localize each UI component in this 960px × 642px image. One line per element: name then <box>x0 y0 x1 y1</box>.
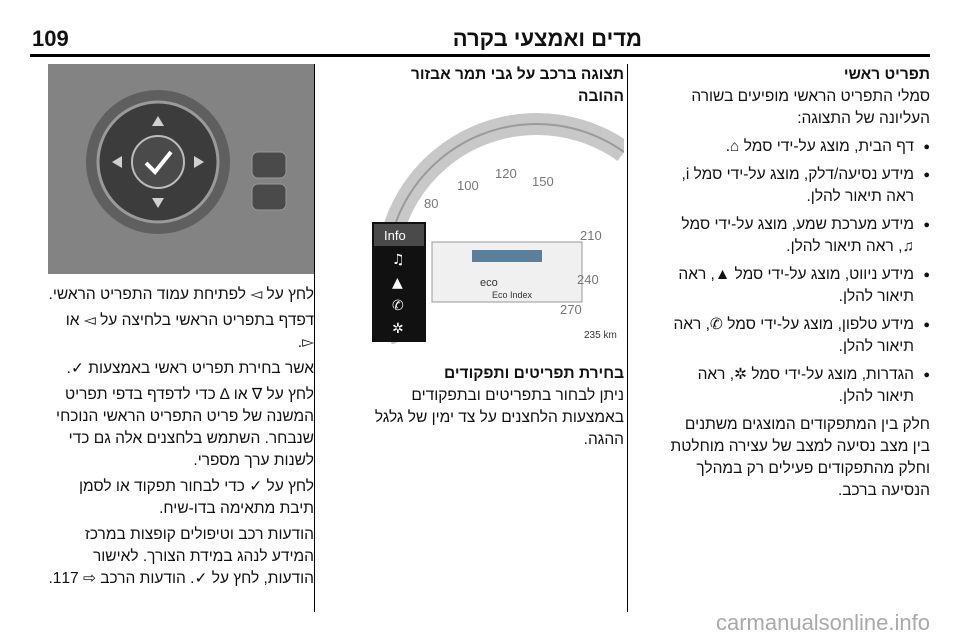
instruction-6: הודעות רכב וטיפולים קופצות במרכז המידע לנהג במידת הצורך. לאישור הודעות, לחץ על ✓. הודעות הרכב ⇨ 117. <box>48 526 314 587</box>
speed-label: 240 <box>577 272 599 287</box>
main-menu-heading: תפריט ראשי <box>843 66 930 83</box>
watermark: carmanualsonline.info <box>715 610 930 635</box>
speed-label: 210 <box>580 228 602 243</box>
instrument-cluster-image <box>362 112 624 344</box>
speed-label: 100 <box>457 178 479 193</box>
menu-navigation-icon: ▲ <box>392 275 403 291</box>
eco-gauge-bar <box>472 250 542 262</box>
display-heading: תצוגה ברכב על גבי תמר אבזור ההובה <box>410 66 624 105</box>
left-column <box>48 64 314 590</box>
bullet-item: ● מידע נסיעה/דלק, מוצג על-ידי סמל i, ראה תיאור להלן. <box>668 164 930 208</box>
bullet-item: ● מידע מערכת שמע, מוצג על-ידי סמל ♫, ראה תיאור להלן. <box>668 214 930 258</box>
speed-label: 150 <box>532 174 554 189</box>
selection-heading: בחירת תפריטים ותפקודים <box>444 365 624 382</box>
eco-label: eco <box>480 277 498 289</box>
menu-settings-icon: ✲ <box>392 321 404 337</box>
column-divider <box>314 64 315 612</box>
bullet-item: ● דף הבית, מוצג על-ידי סמל ⌂. <box>668 136 930 158</box>
bullet-item: ● מידע טלפון, מוצג על-ידי סמל ✆, ראה תיאור להלן. <box>668 314 930 358</box>
header-rule <box>30 54 930 57</box>
section-title: מדים ואמצעי בקרה <box>452 26 642 51</box>
right-column <box>668 64 930 502</box>
speed-label: 270 <box>560 302 582 317</box>
bullet-item: ● הגדרות, מוצג על-ידי סמל ✲, ראה תיאור להלן. <box>668 364 930 408</box>
speed-label: 120 <box>495 166 517 181</box>
menu-bullets <box>668 136 930 408</box>
bullet-item: ● מידע ניווט, מוצג על-ידי סמל ▲, ראה תיאור להלן. <box>668 264 930 308</box>
menu-audio-icon: ♫ <box>392 252 405 268</box>
instruction-5: לחץ על ✓ כדי לבחור תפקוד או לסמן תיבת מתאימה בדו-שיח. <box>79 478 314 517</box>
intro-text: סמלי התפריט הראשי מופיעים בשורה העליונה של התצוגה: <box>691 88 930 127</box>
menu-phone-icon: ✆ <box>392 298 404 314</box>
voice-button <box>252 152 286 178</box>
speed-label: 80 <box>424 196 439 211</box>
eco-index-label: Eco Index <box>492 290 533 300</box>
instruction-4: לחץ על ∇ או ∆ כדי לדפדף בדפי תפריט המשנה של פריט התפריט הראשי הנוכחי שנבחר. השתמש בלחצנים אלה גם כדי לשנות ערך מספרי. <box>56 386 314 469</box>
odometer: 235 km <box>584 330 617 341</box>
column-divider <box>627 64 628 612</box>
footer-paragraph: חלק בין המתפקודים המוצגים משתנים בין מצב נסיעה למצב של עצירה מוחלטת וחלק מהתפקודים פעילים רק במהלך הנסיעה ברכב. <box>670 416 930 499</box>
selection-text: ניתן לבחור בתפריטים ובתפקודים באמצעות הלחצנים על צד ימין של גלגל ההגה. <box>374 387 624 448</box>
menu-info: Info <box>384 228 406 243</box>
instruction-2: דפדף בתפריט הראשי בלחיצה על ◅ או ▻. <box>65 312 314 351</box>
call-button <box>252 184 286 210</box>
page-number: 109 <box>32 26 69 51</box>
steering-wheel-buttons-image <box>48 64 314 274</box>
middle-column <box>362 64 624 451</box>
instruction-1: לחץ על ◅ לפתיחת עמוד התפריט הראשי. <box>48 286 314 303</box>
instruction-3: אשר בחירת תפריט ראשי באמצעות ✓. <box>66 360 314 377</box>
